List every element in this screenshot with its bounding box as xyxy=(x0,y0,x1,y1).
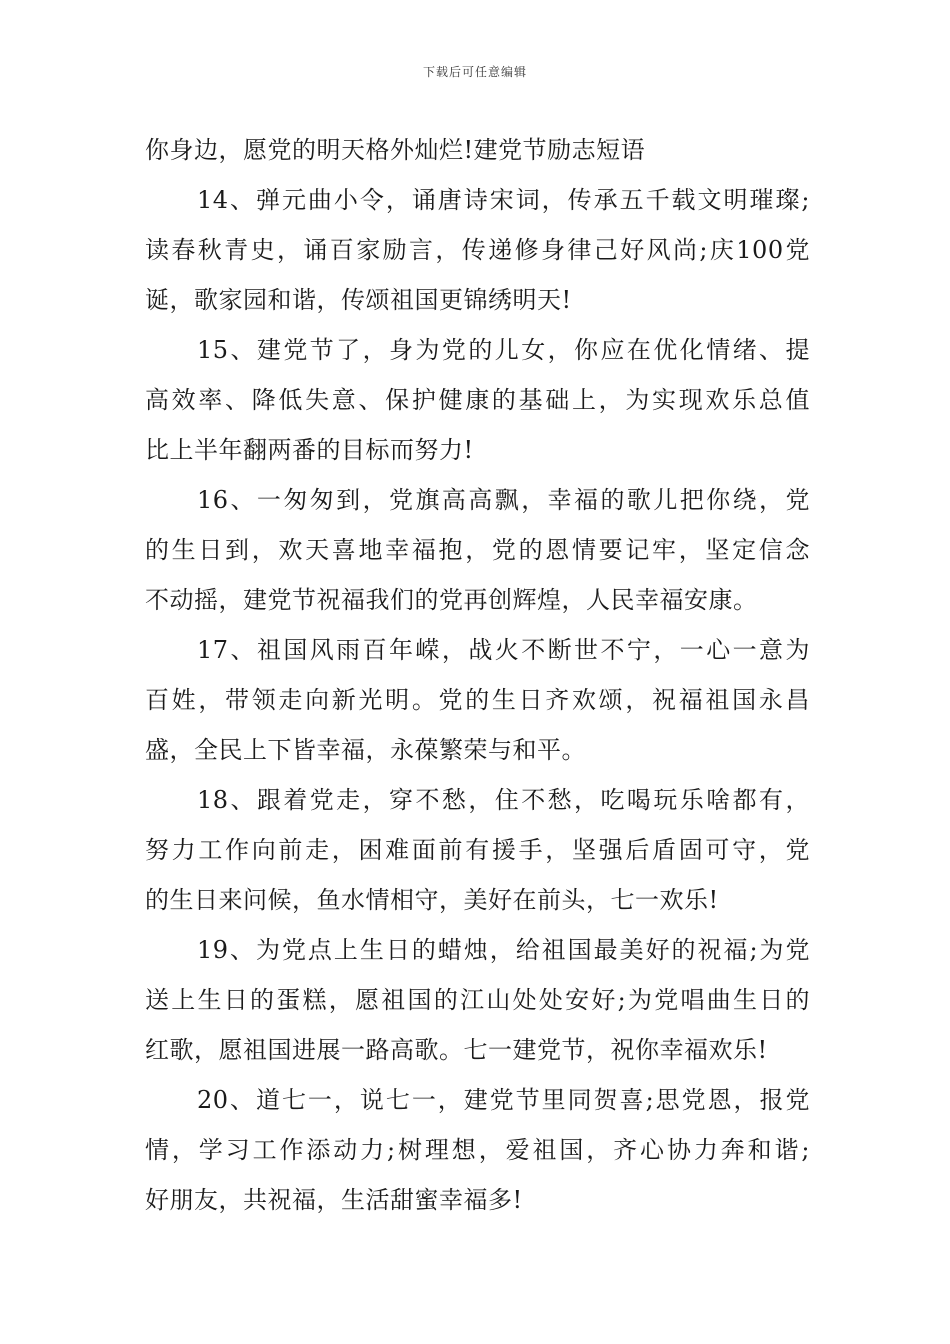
page-header: 下载后可任意编辑 xyxy=(422,65,527,79)
text-line: 14、弹元曲小令，诵唐诗宋词，传承五千载文明璀璨; xyxy=(197,186,810,214)
text-line: 情，学习工作添动力;树理想，爱祖国，齐心协力奔和谐; xyxy=(145,1136,810,1164)
paragraph-18 xyxy=(145,775,810,925)
text-line: 诞，歌家园和谐，传颂祖国更锦绣明天! xyxy=(145,286,572,314)
text-line: 好朋友，共祝福，生活甜蜜幸福多! xyxy=(145,1186,523,1214)
text-line: 17、祖国风雨百年嵘，战火不断世不宁，一心一意为 xyxy=(197,636,810,664)
text-line: 15、建党节了，身为党的儿女，你应在优化情绪、提 xyxy=(197,336,810,364)
text-line: 高效率、降低失意、保护健康的基础上，为实现欢乐总值 xyxy=(145,386,810,414)
text-line: 百姓，带领走向新光明。党的生日齐欢颂，祝福祖国永昌 xyxy=(145,686,810,714)
text-line: 比上半年翻两番的目标而努力! xyxy=(145,436,474,464)
paragraph-17 xyxy=(145,625,810,775)
text-line: 的生日到，欢天喜地幸福抱，党的恩情要记牢，坚定信念 xyxy=(145,536,810,564)
text-line: 19、为党点上生日的蜡烛，给祖国最美好的祝福;为党 xyxy=(197,936,810,964)
paragraph-15 xyxy=(145,325,810,475)
text-line: 20、道七一，说七一，建党节里同贺喜;思党恩，报党 xyxy=(197,1086,810,1114)
paragraph-16 xyxy=(145,475,810,625)
text-line: 你身边，愿党的明天格外灿烂!建党节励志短语 xyxy=(145,136,646,164)
paragraph-19 xyxy=(145,925,810,1075)
text-line: 送上生日的蛋糕，愿祖国的江山处处安好;为党唱曲生日的 xyxy=(145,986,810,1014)
text-line: 读春秋青史，诵百家励言，传递修身律己好风尚;庆100党 xyxy=(145,236,810,264)
paragraph-20 xyxy=(145,1075,810,1225)
text-line: 16、一匆匆到，党旗高高飘，幸福的歌儿把你绕，党 xyxy=(197,486,810,514)
text-line: 的生日来问候，鱼水情相守，美好在前头，七一欢乐! xyxy=(145,886,719,914)
text-line: 不动摇，建党节祝福我们的党再创辉煌，人民幸福安康。 xyxy=(145,586,758,614)
text-line: 努力工作向前走，困难面前有援手，坚强后盾固可守，党 xyxy=(145,836,810,864)
paragraph-14 xyxy=(145,175,810,325)
paragraph xyxy=(145,125,810,175)
text-line: 18、跟着党走，穿不愁，住不愁，吃喝玩乐啥都有， xyxy=(197,786,810,814)
text-line: 盛，全民上下皆幸福，永葆繁荣与和平。 xyxy=(145,736,586,764)
document-body xyxy=(145,125,810,1225)
text-line: 红歌，愿祖国进展一路高歌。七一建党节，祝你幸福欢乐! xyxy=(145,1036,768,1064)
